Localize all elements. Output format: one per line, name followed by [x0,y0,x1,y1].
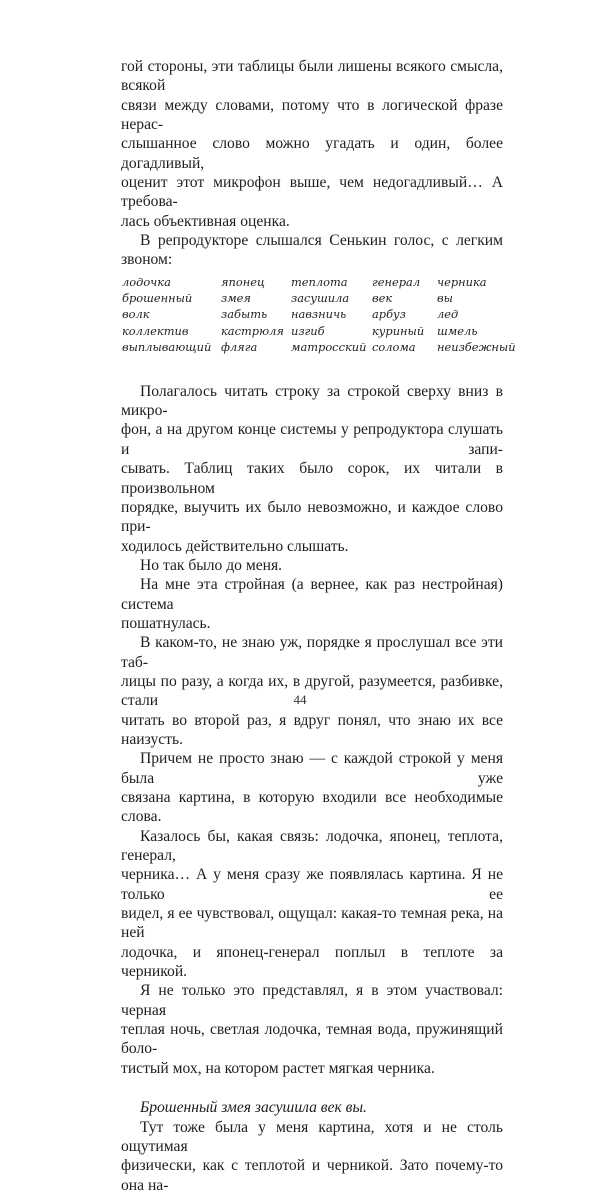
word-table-row [121,323,503,339]
text-line: фон, а на другом конце системы у репродуктора слушать и запи- [121,421,503,458]
text-line: связи между словами, потому что в логической фразе нерас- [121,96,503,134]
word-table-cell: матросский [291,339,367,354]
text-line: лицы по разу, а когда их, в другой, разумеется, разбивке, стали [121,672,503,710]
word-table-cell: коллектив [122,323,189,338]
text-line: Тут тоже была у меня картина, хотя и не столь ощутимая [121,1118,503,1155]
text-line: пошатнулась. [121,614,211,632]
word-table-cell: лодочка [122,274,171,289]
word-table-cell: изгиб [291,323,325,338]
word-table-cell: век [372,291,393,306]
word-table-cell: шмель [437,323,478,338]
word-table-cell: теплота [291,274,348,289]
text-line: В каком-то, не знаю уж, порядке я прослушал все эти таб- [121,634,503,671]
text-line: оценит этот микрофон выше, чем недогадливый… А требова- [121,174,503,211]
text-line: На мне эта стройная (а вернее, как раз нестройная) система [121,576,503,613]
text-line: Полагалось читать строку за строкой сверху вниз в микро- [121,382,503,420]
word-table-cell: кастрюля [221,323,284,338]
text-line: читать во второй раз, я вдруг понял, что знаю их все наизусть. [121,711,503,748]
word-table-cell: навзничь [291,307,347,322]
word-table-cell: черника [437,274,487,289]
word-table-cell: куриный [372,323,425,338]
text-line: Я не только это представлял, я в этом участвовал: черная [121,982,503,1019]
word-table-cell: лед [437,307,459,322]
text-line: В репродукторе слышался Сенькин голос, с легким звоном: [121,232,503,269]
word-table-cell: солома [372,339,416,354]
text-line: лась объективная оценка. [121,212,290,230]
text-line: черника… А у меня сразу же появлялась картина. Я не только ее [121,866,503,903]
text-line: Но так было до меня. [140,556,283,574]
page-body [121,57,516,1195]
text-line: лодочка, и японец-генерал поплыл в теплоте за черникой. [121,943,503,981]
text-line: порядке, выучить их было невозможно, и каждое слово при- [121,498,503,536]
text-line: видел, я ее чувствовал, ощущал: какая-то темная река, на ней [121,905,503,942]
text-block-end [121,1118,503,1195]
word-table-cell: змея [221,291,251,306]
word-table-cell: фляга [221,339,258,354]
word-table-cell: брошенный [122,291,193,306]
text-line: тистый мох, на котором растет мягкая черника. [121,1059,435,1077]
page-number: 44 [293,692,307,707]
word-table-cell: засушила [291,291,350,306]
section-gap [121,1078,503,1098]
italic-phrase: Брошенный змея засушила век вы. [140,1099,367,1117]
word-table-row [121,274,503,290]
text-line: теплая ночь, светлая лодочка, темная вода, пружинящий боло- [121,1021,503,1058]
word-table-row [121,339,516,355]
word-table-cell: японец [221,274,265,289]
word-table-row [121,306,503,322]
text-line: Причем не просто знаю — с каждой строкой у меня была уже [121,750,503,787]
text-block-top [121,57,503,270]
word-table-cell: выплывающий [122,339,212,354]
text-line: физически, как с теплотой и черникой. Зато почему-то она на- [121,1157,503,1194]
text-line: Казалось бы, какая связь: лодочка, японец, теплота, генерал, [121,827,503,865]
text-line: ходилось действительно слышать. [121,537,349,555]
word-table-cell: волк [122,307,150,322]
text-line: гой стороны, эти таблицы были лишены всякого смысла, всякой [121,58,503,95]
text-line: сывать. Таблиц таких было сорок, их читали в произвольном [121,460,503,497]
text-block-middle [121,382,503,1078]
word-table-cell: генерал [372,274,421,289]
word-table-cell: арбуз [372,307,406,322]
word-table [121,274,516,364]
text-line: слышанное слово можно угадать и один, более догадливый, [121,135,503,172]
word-table-cell: неизбежный [437,339,516,354]
word-table-cell: забыть [221,307,268,322]
word-table-row [121,290,503,306]
word-table-cell: вы [437,291,453,306]
text-line: связана картина, в которую входили все необходимые слова. [121,789,503,826]
